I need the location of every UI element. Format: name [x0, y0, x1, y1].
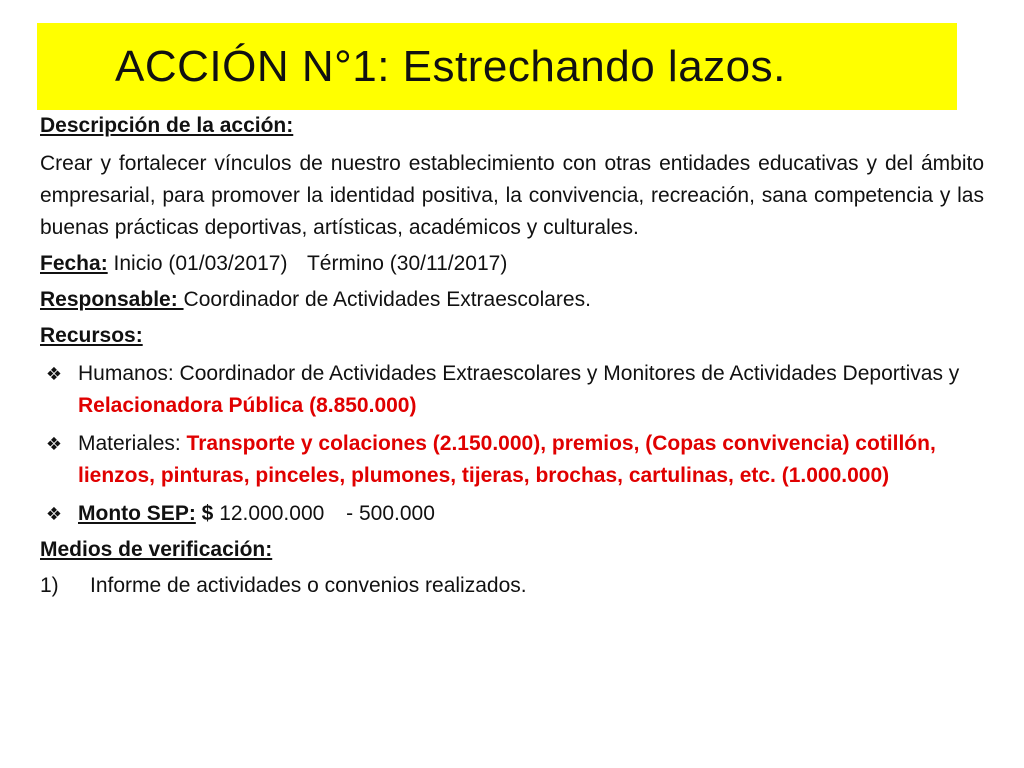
verificacion-item	[40, 570, 984, 602]
verificacion-heading: Medios de verificación:	[40, 538, 273, 561]
recurso-humanos	[40, 358, 984, 422]
fecha-label: Fecha:	[40, 252, 108, 275]
slide-body	[40, 110, 984, 602]
fecha-line	[40, 248, 984, 280]
verificacion-text: Informe de actividades o convenios realizados.	[90, 574, 527, 597]
recursos-list	[40, 358, 984, 530]
materiales-highlight: Transporte y colaciones (2.150.000), premios, (Copas convivencia) cotillón, lienzos, pinturas, pinceles, plumones, tijeras, brochas, cartulinas, etc. (1.000.000)	[78, 432, 936, 487]
materiales-text: Materiales:	[78, 432, 187, 455]
diamond-bullet-icon: ❖	[45, 434, 63, 454]
description-body: Crear y fortalecer vínculos de nuestro establecimiento con otras entidades educativas y del ámbito empresarial, para promover la identidad positiva, la convivencia, recreación, sana competencia y las buenas prácticas deportivas, artísticas, académicos y culturales.	[40, 152, 984, 239]
monto-minus: - 500.000	[346, 502, 435, 525]
slide-title: ACCIÓN N°1: Estrechando lazos.	[115, 42, 786, 91]
diamond-bullet-icon: ❖	[45, 504, 63, 524]
verificacion-number: 1)	[40, 574, 59, 597]
recursos-heading: Recursos:	[40, 324, 143, 347]
recurso-monto	[40, 498, 984, 530]
responsable-line	[40, 284, 984, 316]
recurso-materiales	[40, 428, 984, 492]
responsable-label: Responsable:	[40, 288, 184, 311]
diamond-bullet-icon: ❖	[45, 364, 63, 384]
fecha-inicio: Inicio (01/03/2017)	[113, 252, 288, 275]
monto-label: Monto SEP:	[78, 502, 196, 525]
humanos-highlight: Relacionadora Pública (8.850.000)	[78, 394, 417, 417]
humanos-text: Humanos: Coordinador de Actividades Extraescolares y Monitores de Actividades Deportivas y	[78, 362, 960, 385]
description-heading: Descripción de la acción:	[40, 114, 294, 137]
monto-currency: $	[201, 502, 214, 525]
fecha-termino: Término (30/11/2017)	[306, 252, 508, 275]
monto-amount: 12.000.000	[219, 502, 325, 525]
title-banner	[37, 23, 957, 110]
responsable-value: Coordinador de Actividades Extraescolares.	[183, 288, 591, 311]
